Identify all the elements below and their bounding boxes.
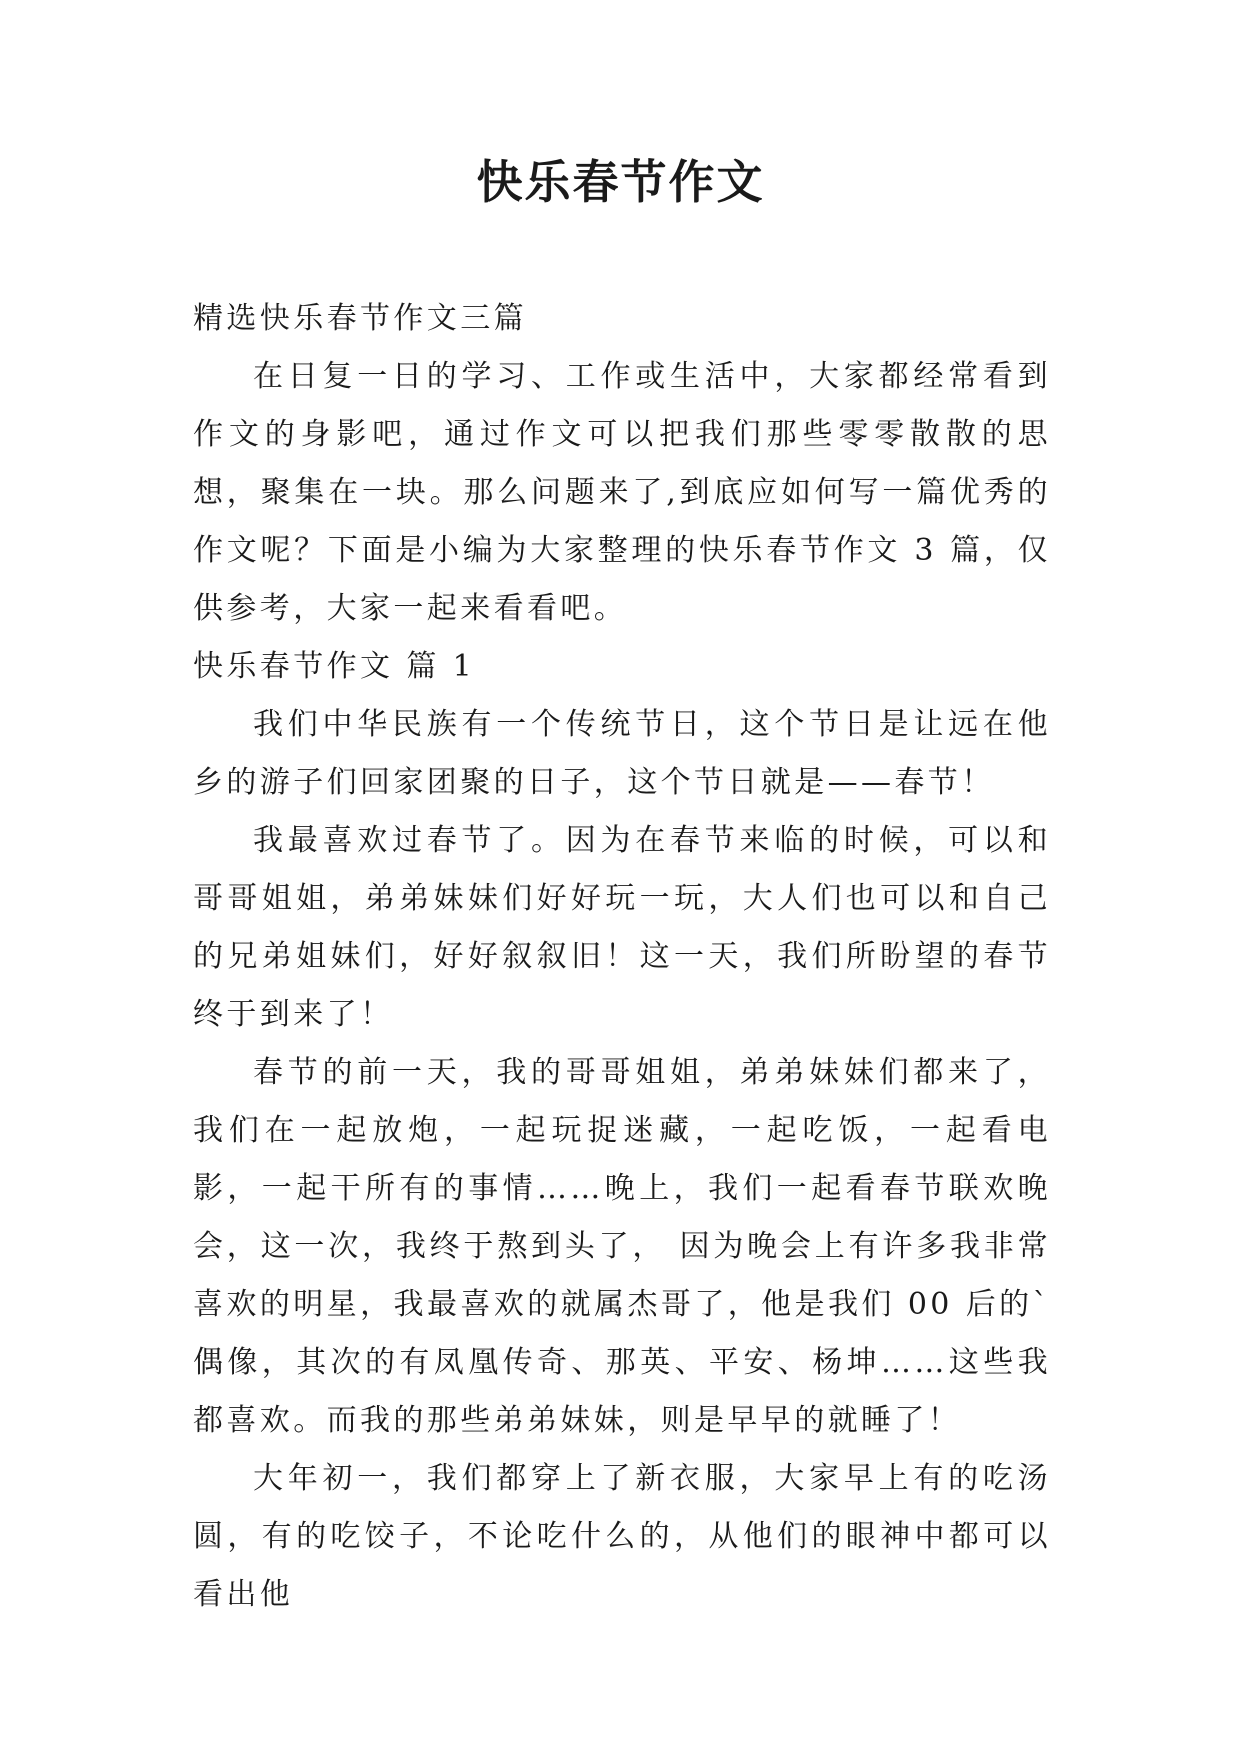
document-title: 快乐春节作文	[476, 155, 765, 209]
paragraph-3: 春节的前一天，我的哥哥姐姐，弟弟妹妹们都来了，我们在一起放炮，一起玩捉迷藏，一起吃饭，一起看电影，一起干所有的事情……晚上，我们一起看春节联欢晚会，这一次，我终于熬到头了， 因为晚会上有许多我非常喜欢的明星，我最喜欢的就属杰哥了，他是我们 00 后的`偶像，其次的有凤凰传奇、那英、平安、杨坤……这些我都喜欢。而我的那些弟弟妹妹，则是早早的就睡了！	[193, 1055, 1051, 1438]
paragraph-2: 我最喜欢过春节了。因为在春节来临的时候，可以和哥哥姐姐，弟弟妹妹们好好玩一玩，大人们也可以和自己的兄弟姐妹们，好好叙叙旧！这一天，我们所盼望的春节终于到来了！	[193, 823, 1051, 1032]
subtitle: 精选快乐春节作文三篇	[193, 301, 527, 336]
document-body	[193, 290, 1051, 1624]
intro-paragraph: 在日复一日的学习、工作或生活中，大家都经常看到作文的身影吧，通过作文可以把我们那些零零散散的思想，聚集在一块。那么问题来了,到底应如何写一篇优秀的作文呢？下面是小编为大家整理的快乐春节作文 3 篇，仅供参考，大家一起来看看吧。	[193, 359, 1051, 626]
paragraph-1: 我们中华民族有一个传统节日，这个节日是让远在他乡的游子们回家团聚的日子，这个节日就是——春节！	[193, 707, 1051, 800]
section-heading: 快乐春节作文 篇 1	[193, 649, 476, 684]
paragraph-4: 大年初一，我们都穿上了新衣服，大家早上有的吃汤圆，有的吃饺子，不论吃什么的，从他们的眼神中都可以看出他	[193, 1461, 1051, 1612]
